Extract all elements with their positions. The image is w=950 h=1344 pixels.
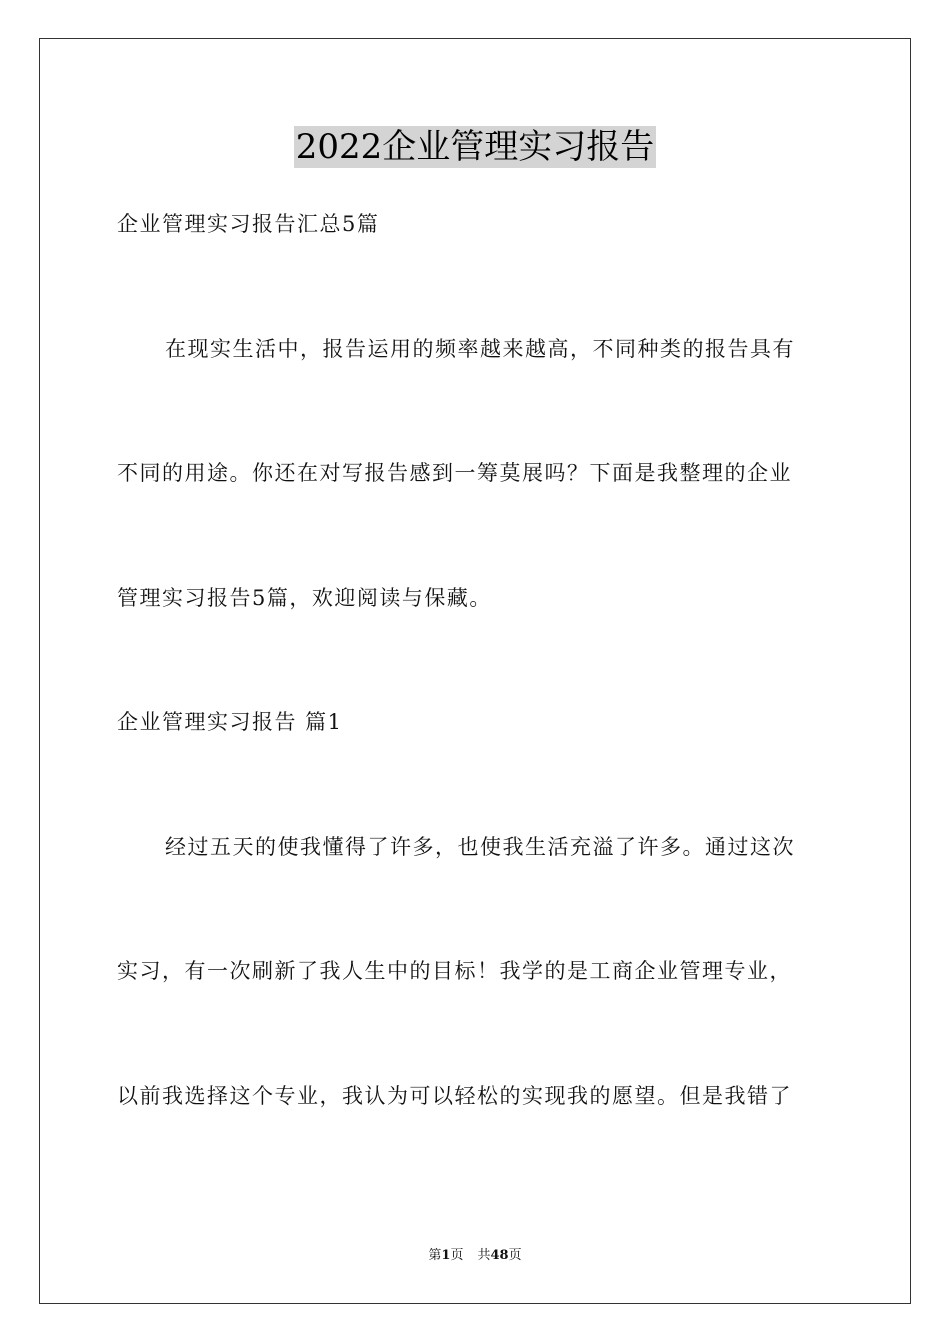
title-container bbox=[0, 126, 950, 168]
body-line-1: 经过五天的使我懂得了许多，也使我生活充溢了许多。通过这次 bbox=[165, 835, 795, 859]
footer-page-number: 1 bbox=[441, 1248, 451, 1263]
intro-line-2: 不同的用途。你还在对写报告感到一筹莫展吗？下面是我整理的企业 bbox=[117, 461, 792, 485]
footer-total-suffix: 页 bbox=[508, 1248, 522, 1263]
footer-total-pages: 48 bbox=[490, 1248, 509, 1263]
footer-total-prefix: 共 bbox=[477, 1248, 491, 1263]
page-footer bbox=[0, 1247, 950, 1265]
document-subtitle: 企业管理实习报告汇总5篇 bbox=[117, 212, 380, 236]
footer-page-prefix: 第 bbox=[428, 1248, 442, 1263]
intro-line-3: 管理实习报告5篇，欢迎阅读与保藏。 bbox=[117, 586, 492, 610]
body-line-3: 以前我选择这个专业，我认为可以轻松的实现我的愿望。但是我错了 bbox=[117, 1084, 792, 1108]
document-title: 2022企业管理实习报告 bbox=[295, 127, 655, 167]
section-heading: 企业管理实习报告 篇1 bbox=[117, 710, 343, 734]
footer-page-suffix: 页 bbox=[450, 1248, 464, 1263]
body-line-2: 实习，有一次刷新了我人生中的目标！我学的是工商企业管理专业， bbox=[117, 959, 792, 983]
intro-line-1: 在现实生活中，报告运用的频率越来越高，不同种类的报告具有 bbox=[165, 337, 795, 361]
